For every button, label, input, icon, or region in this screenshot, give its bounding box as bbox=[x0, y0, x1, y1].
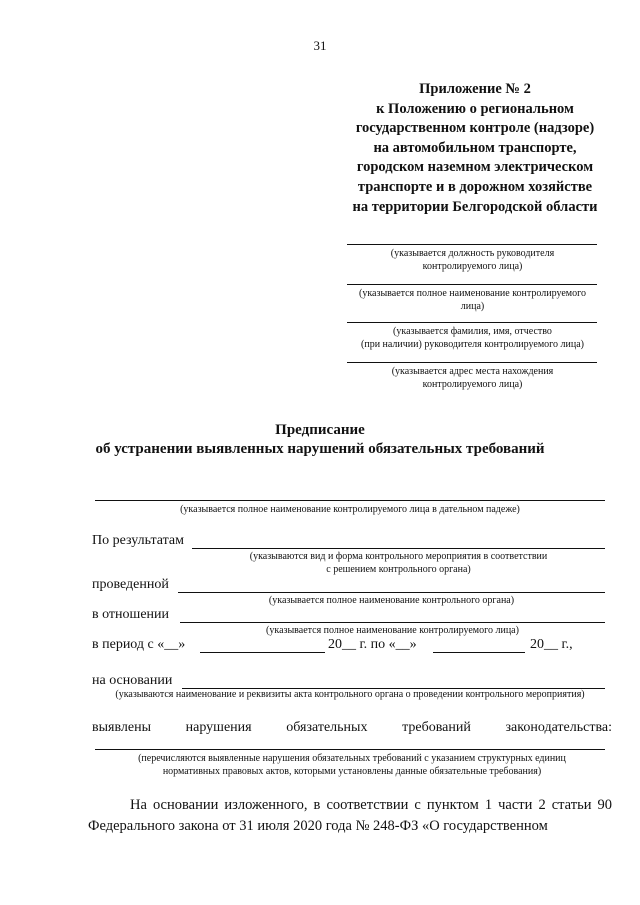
position-line bbox=[347, 244, 597, 245]
appendix-line: на автомобильном транспорте, bbox=[373, 139, 577, 156]
conducted-caption: (указывается полное наименование контрольного органа) bbox=[268, 595, 515, 606]
found-word: обязательных bbox=[286, 720, 368, 735]
period-start-line bbox=[200, 652, 325, 653]
found-word: требований bbox=[402, 720, 471, 735]
results-label: По результатам bbox=[92, 533, 184, 548]
found-word: нарушения bbox=[185, 720, 252, 735]
position-caption: (указывается должность руководителя контролируемого лица) bbox=[390, 248, 555, 272]
violations-caption: (перечисляются выявленные нарушения обязательных требований с указанием структурных единиц нормативных правовых актов, которыми установлены данные обязательные требования) bbox=[138, 753, 566, 777]
found-word: законодательства: bbox=[505, 720, 612, 735]
regarding-line bbox=[180, 622, 605, 623]
period-start-label: в период с «__» bbox=[92, 637, 186, 652]
appendix-line: государственном контроле (надзоре) bbox=[355, 120, 595, 137]
name-caption: (указывается полное наименование контролируемого лица) bbox=[359, 288, 586, 312]
appendix-line: на территории Белгородской области bbox=[352, 198, 598, 215]
address-line bbox=[347, 362, 597, 363]
document-subtitle: об устранении выявленных нарушений обязательных требований bbox=[95, 441, 545, 457]
results-caption: (указываются вид и форма контрольного мероприятия в соответствии с решением контрольного органа) bbox=[249, 551, 548, 575]
appendix-line: городском наземном электрическом bbox=[356, 159, 594, 176]
body-paragraph: На основании изложенного, в соответствии с пунктом 1 части 2 статьи 90 Федерального закона от 31 июля 2020 года № 248-ФЗ «О государственном bbox=[88, 797, 612, 834]
recipient-caption: (указывается полное наименование контролируемого лица в дательном падеже) bbox=[180, 504, 520, 515]
period-end-line bbox=[433, 652, 525, 653]
fio-caption: (указывается фамилия, имя, отчество (при наличии) руководителя контролируемого лица) bbox=[361, 326, 584, 350]
recipient-line bbox=[95, 500, 605, 501]
period-mid-label: 20__ г. по «__» bbox=[328, 637, 417, 652]
appendix-header bbox=[330, 80, 620, 217]
appendix-line: Приложение № 2 bbox=[419, 81, 531, 97]
conducted-label: проведенной bbox=[92, 577, 169, 592]
document-title: Предписание bbox=[275, 422, 365, 438]
conducted-line bbox=[178, 592, 605, 593]
period-end-label: 20__ г., bbox=[530, 637, 573, 652]
address-caption: (указывается адрес места нахождения контролируемого лица) bbox=[391, 366, 554, 390]
name-line bbox=[347, 284, 597, 285]
basis-caption: (указываются наименование и реквизиты акта контрольного органа о проведении контрольного мероприятия) bbox=[115, 689, 585, 700]
found-sentence bbox=[92, 720, 612, 736]
found-word: выявлены bbox=[92, 720, 151, 735]
appendix-line: к Положению о региональном bbox=[376, 100, 574, 117]
fio-line bbox=[347, 322, 597, 323]
regarding-caption: (указывается полное наименование контролируемого лица) bbox=[266, 625, 519, 636]
appendix-line: транспорте и в дорожном хозяйстве bbox=[357, 178, 593, 195]
regarding-label: в отношении bbox=[92, 607, 170, 622]
basis-label: на основании bbox=[92, 673, 173, 688]
violations-line bbox=[95, 749, 605, 750]
page-number: 31 bbox=[313, 38, 327, 53]
results-line bbox=[192, 548, 605, 549]
